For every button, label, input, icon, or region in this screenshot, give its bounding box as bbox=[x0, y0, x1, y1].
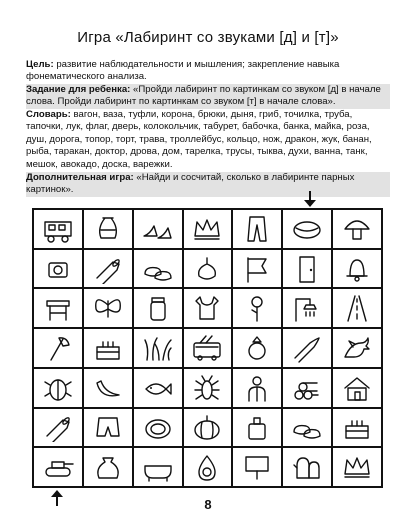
maze-cell bbox=[84, 250, 134, 290]
maze-cell bbox=[34, 210, 84, 250]
shorts-icon bbox=[91, 412, 125, 442]
house-icon bbox=[340, 373, 374, 403]
task-label: Задание для ребенка: bbox=[26, 84, 131, 95]
mittens-icon bbox=[290, 452, 324, 482]
onion-icon bbox=[190, 254, 224, 284]
banana-icon bbox=[91, 373, 125, 403]
maze-cell bbox=[84, 409, 134, 449]
maze-cell bbox=[233, 409, 283, 449]
slippers-icon bbox=[141, 254, 175, 284]
task-paragraph bbox=[26, 84, 390, 109]
sharpener-icon bbox=[41, 254, 75, 284]
maze-cell bbox=[34, 369, 84, 409]
maze-cell bbox=[84, 289, 134, 329]
maze-cell bbox=[233, 289, 283, 329]
bell-icon bbox=[340, 254, 374, 284]
extra-game-label: Дополнительная игра: bbox=[26, 172, 134, 183]
beetle-icon bbox=[41, 373, 75, 403]
dictionary-label: Словарь: bbox=[26, 109, 71, 120]
maze-cell bbox=[184, 329, 234, 369]
goal-text: развитие наблюдательности и мышления; закрепление навыка фонематического анализа. bbox=[26, 59, 340, 83]
plate-icon bbox=[141, 412, 175, 442]
dictionary-text: вагон, ваза, туфли, корона, брюки, дыня, гриб, точилка, труба, тапочки, лук, флаг, дверь, колокольчик, табурет, бабочка, банка, майка, роза, душ, дорога, топор, торт, трава, троллейбус, кольцо, нож, дракон, жук, банан, рыба, таракан, доктор, дрова, дом, тарелка, трусы, тыква, духи, ванна, танк, мешок, авокадо, доска, варежки. bbox=[26, 109, 372, 170]
perfume-icon bbox=[240, 412, 274, 442]
maze-cell bbox=[84, 448, 134, 488]
axe-icon bbox=[41, 333, 75, 363]
firewood-icon bbox=[290, 373, 324, 403]
task-text: «Пройди лабиринт по картинкам со звуком [д] в начале слова. Пройди лабиринт по картинкам со звуком [т] в начале слова». bbox=[26, 84, 381, 108]
trumpet-icon bbox=[41, 412, 75, 442]
cockroach-icon bbox=[190, 373, 224, 403]
jar-icon bbox=[141, 293, 175, 323]
maze-cell bbox=[333, 369, 383, 409]
shower-icon bbox=[290, 293, 324, 323]
maze-cell bbox=[233, 448, 283, 488]
maze-cell bbox=[283, 448, 333, 488]
extra-game-paragraph bbox=[26, 172, 390, 197]
maze-cell bbox=[84, 210, 134, 250]
grass-icon bbox=[141, 333, 175, 363]
crown-icon bbox=[340, 452, 374, 482]
maze-cell bbox=[134, 289, 184, 329]
tank-icon bbox=[41, 452, 75, 482]
page-number: 8 bbox=[204, 497, 212, 512]
maze-cell bbox=[283, 210, 333, 250]
flag-icon bbox=[240, 254, 274, 284]
board-icon bbox=[240, 452, 274, 482]
door-icon bbox=[290, 254, 324, 284]
butterfly-icon bbox=[91, 293, 125, 323]
maze-cell bbox=[34, 409, 84, 449]
road-icon bbox=[340, 293, 374, 323]
maze-cell bbox=[333, 409, 383, 449]
maze-cell bbox=[184, 289, 234, 329]
maze-start-arrow-down-icon bbox=[303, 191, 317, 208]
goal-label: Цель: bbox=[26, 59, 54, 70]
goal-paragraph bbox=[26, 59, 390, 84]
extra-game-text: «Найди и сосчитай, сколько в лабиринте парных картинок». bbox=[26, 172, 355, 196]
sack-icon bbox=[91, 452, 125, 482]
maze-cell bbox=[34, 329, 84, 369]
bathtub-icon bbox=[141, 452, 175, 482]
maze-cell bbox=[34, 289, 84, 329]
maze-cell bbox=[184, 448, 234, 488]
maze-cell bbox=[134, 448, 184, 488]
cake-icon bbox=[340, 412, 374, 442]
trolleybus-icon bbox=[190, 333, 224, 363]
maze-cell bbox=[134, 210, 184, 250]
slippers-icon bbox=[290, 412, 324, 442]
maze-cell bbox=[233, 250, 283, 290]
maze-cell bbox=[283, 409, 333, 449]
vase-icon bbox=[91, 214, 125, 244]
maze-cell bbox=[333, 329, 383, 369]
maze-cell bbox=[333, 250, 383, 290]
shoes-icon bbox=[141, 214, 175, 244]
maze-cell bbox=[283, 250, 333, 290]
pumpkin-icon bbox=[190, 412, 224, 442]
dragon-icon bbox=[340, 333, 374, 363]
dictionary-paragraph bbox=[26, 109, 390, 171]
fish-icon bbox=[141, 373, 175, 403]
mushroom-icon bbox=[340, 214, 374, 244]
page-title: Игра «Лабиринт со звуками [д] и [т]» bbox=[77, 29, 339, 46]
maze-cell bbox=[283, 329, 333, 369]
maze-cell bbox=[84, 369, 134, 409]
maze-cell bbox=[283, 369, 333, 409]
maze-cell bbox=[184, 409, 234, 449]
wagon-icon bbox=[41, 214, 75, 244]
melon-icon bbox=[290, 214, 324, 244]
tank-top-icon bbox=[190, 293, 224, 323]
maze-cell bbox=[333, 289, 383, 329]
maze-cell bbox=[333, 448, 383, 488]
trousers-icon bbox=[240, 214, 274, 244]
maze-cell bbox=[233, 369, 283, 409]
doctor-icon bbox=[240, 373, 274, 403]
knife-icon bbox=[290, 333, 324, 363]
maze-cell bbox=[333, 210, 383, 250]
stool-icon bbox=[41, 293, 75, 323]
ring-icon bbox=[240, 333, 274, 363]
maze-cell bbox=[233, 210, 283, 250]
maze-cell bbox=[134, 329, 184, 369]
rose-icon bbox=[240, 293, 274, 323]
maze-cell bbox=[184, 250, 234, 290]
maze-cell bbox=[134, 369, 184, 409]
crown-icon bbox=[190, 214, 224, 244]
maze-cell bbox=[34, 250, 84, 290]
maze-cell bbox=[233, 329, 283, 369]
maze-cell bbox=[84, 329, 134, 369]
maze-cell bbox=[134, 250, 184, 290]
maze-cell bbox=[184, 369, 234, 409]
maze-cell bbox=[283, 289, 333, 329]
maze-cell bbox=[34, 448, 84, 488]
cake-icon bbox=[91, 333, 125, 363]
maze-cell bbox=[134, 409, 184, 449]
maze-grid bbox=[32, 208, 383, 488]
trumpet-icon bbox=[91, 254, 125, 284]
maze-cell bbox=[184, 210, 234, 250]
avocado-icon bbox=[190, 452, 224, 482]
